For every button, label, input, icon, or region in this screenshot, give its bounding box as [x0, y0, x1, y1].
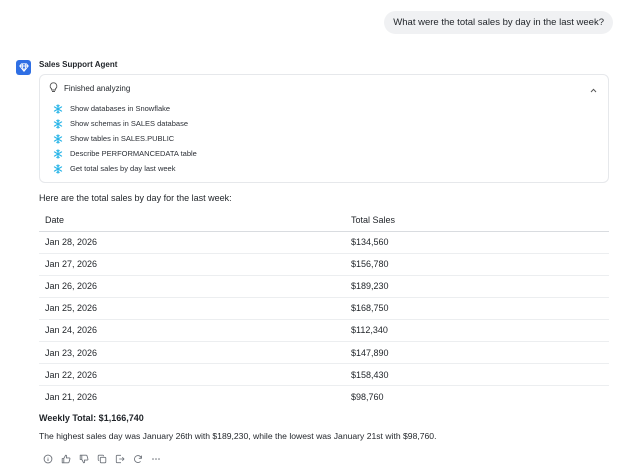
chevron-up-icon[interactable]	[589, 82, 598, 100]
info-icon[interactable]	[41, 453, 54, 464]
table-row	[39, 275, 609, 297]
table-row	[39, 253, 609, 275]
snowflake-icon	[53, 104, 63, 114]
message-actions	[41, 453, 162, 464]
total-sales-cell: $112,340	[345, 319, 609, 341]
thumbs-down-icon[interactable]	[77, 453, 90, 464]
snowflake-icon	[53, 119, 63, 129]
analysis-step-label: Get total sales by day last week	[70, 164, 176, 173]
copy-icon[interactable]	[95, 453, 108, 464]
date-cell: Jan 24, 2026	[39, 319, 345, 341]
refresh-icon[interactable]	[131, 453, 144, 464]
analysis-step-label: Describe PERFORMANCEDATA table	[70, 149, 197, 158]
analysis-header[interactable]	[49, 82, 130, 94]
analysis-step[interactable]	[53, 131, 197, 146]
date-cell: Jan 23, 2026	[39, 341, 345, 363]
agent-name: Sales Support Agent	[39, 60, 118, 69]
column-header-total-sales: Total Sales	[345, 209, 609, 231]
snowflake-icon	[53, 164, 63, 174]
diamond-icon	[19, 59, 29, 77]
analysis-steps	[53, 101, 197, 176]
weekly-total: Weekly Total: $1,166,740	[39, 413, 144, 423]
column-header-date: Date	[39, 209, 345, 231]
total-sales-cell: $134,560	[345, 231, 609, 253]
total-sales-cell: $147,890	[345, 341, 609, 363]
thumbs-up-icon[interactable]	[59, 453, 72, 464]
analysis-panel	[39, 74, 609, 183]
date-cell: Jan 26, 2026	[39, 275, 345, 297]
table-row	[39, 364, 609, 386]
response-summary: The highest sales day was January 26th with $189,230, while the lowest was January 21st with $98,760.	[39, 431, 437, 441]
user-message-text: What were the total sales by day in the last week?	[393, 17, 604, 28]
date-cell: Jan 25, 2026	[39, 297, 345, 319]
snowflake-icon	[53, 134, 63, 144]
table-header-row	[39, 209, 609, 231]
table-row	[39, 341, 609, 363]
date-cell: Jan 22, 2026	[39, 364, 345, 386]
total-sales-cell: $158,430	[345, 364, 609, 386]
export-icon[interactable]	[113, 453, 126, 464]
sales-table	[39, 209, 609, 408]
response-intro: Here are the total sales by day for the last week:	[39, 193, 232, 203]
total-sales-cell: $189,230	[345, 275, 609, 297]
table-row	[39, 231, 609, 253]
analysis-status: Finished analyzing	[64, 83, 131, 93]
analysis-step-label: Show schemas in SALES database	[70, 119, 188, 128]
user-message-bubble	[384, 11, 613, 34]
table-row	[39, 386, 609, 408]
date-cell: Jan 28, 2026	[39, 231, 345, 253]
agent-avatar	[16, 60, 31, 75]
analysis-step-label: Show databases in Snowflake	[70, 104, 171, 113]
more-icon[interactable]	[149, 453, 162, 464]
table-row	[39, 297, 609, 319]
table-row	[39, 319, 609, 341]
snowflake-icon	[53, 149, 63, 159]
total-sales-cell: $98,760	[351, 391, 384, 402]
date-cell: Jan 21, 2026	[45, 391, 98, 402]
analysis-step[interactable]	[53, 116, 197, 131]
analysis-step[interactable]	[53, 161, 197, 176]
lightbulb-icon	[49, 82, 58, 95]
date-cell: Jan 27, 2026	[39, 253, 345, 275]
analysis-step[interactable]	[53, 101, 197, 116]
analysis-step-label: Show tables in SALES.PUBLIC	[70, 134, 175, 143]
analysis-step[interactable]	[53, 146, 197, 161]
total-sales-cell: $156,780	[345, 253, 609, 275]
total-sales-cell: $168,750	[345, 297, 609, 319]
